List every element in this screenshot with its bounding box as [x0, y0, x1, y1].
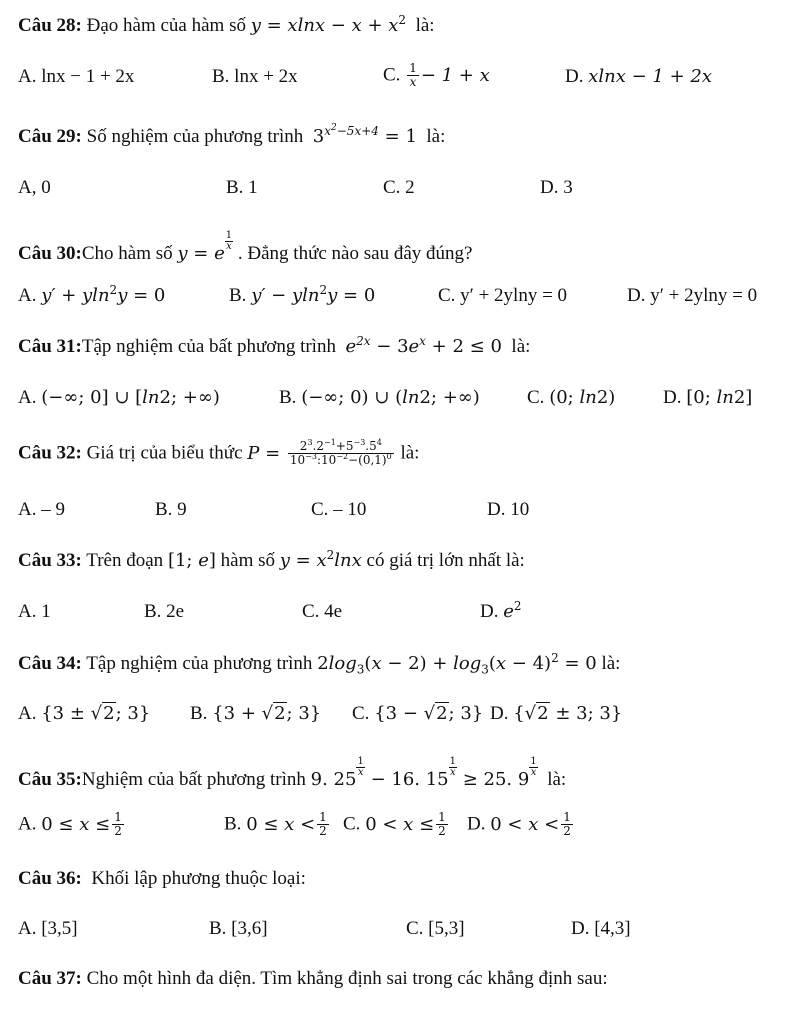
question-text: Giá trị của biểu thức — [86, 442, 243, 464]
question-label: Câu 28: — [18, 15, 82, 36]
question-text: Nghiệm của bất phương trình — [81, 769, 306, 790]
question-text: Khối lập phương thuộc loại: — [91, 868, 306, 889]
option-c: C. – 10 — [311, 499, 367, 520]
question-34 — [18, 653, 620, 675]
question-tail: là: — [601, 653, 621, 674]
option-d: D. [0; ln2] — [663, 387, 753, 408]
question-label: Câu 32: — [18, 442, 82, 464]
math-expression: $e^{2x} - 3e^x + 2 \le 0$ — [345, 334, 502, 357]
question-text: Trên đoạn — [86, 550, 164, 571]
math-expression: $y = xlnx - x + x^2$ — [250, 13, 407, 36]
option-a: A, 0 — [18, 177, 51, 198]
option-b: B. 0 ≤ x < $\frac{1}{2}$ — [224, 810, 327, 839]
question-tail: là: — [415, 15, 435, 36]
option-a: A. y′ + yln$^2$y = 0 — [18, 283, 166, 306]
option-c: C. (0; ln2) — [527, 387, 616, 408]
option-b: B. [3,6] — [209, 918, 268, 939]
option-d: D. 3 — [540, 177, 573, 198]
option-a: A. [3,5] — [18, 918, 78, 939]
question-mid: hàm số — [220, 550, 275, 571]
math-expression: 9. 25 $\frac{1}{x}$ − 16. 15 $\frac{1}{x}$ ≥ 25. 9 $\frac{1}{x}$ — [310, 756, 537, 790]
option-c: C. 4e — [302, 601, 343, 622]
question-tail: là: — [400, 442, 420, 464]
option-c: C. [5,3] — [406, 918, 465, 939]
question-text: Cho một hình đa diện. Tìm khẳng định sai trong các khẳng định sau: — [86, 968, 608, 989]
option-c: C. 2 — [383, 177, 415, 198]
option-a: A. lnx − 1 + 2x — [18, 66, 135, 87]
option-b: B. 9 — [155, 499, 187, 520]
option-b: B. (−∞; 0) ∪ (ln2; +∞) — [279, 387, 480, 408]
question-label: Câu 29: — [18, 126, 82, 147]
question-tail: là: — [547, 769, 567, 790]
question-28 — [18, 15, 435, 37]
question-text: Tập nghiệm của bất phương trình — [81, 336, 336, 357]
option-b: B. 1 — [226, 177, 258, 198]
math-expression: P = $\frac{2^3.2^{-1}+5^{-3}.5^4}{10^{-3}:10^{-2}-(0,1)^0}$ — [247, 438, 392, 468]
option-a: A. 1 — [18, 601, 51, 622]
question-29 — [18, 123, 446, 148]
question-31 — [18, 336, 530, 358]
question-32 — [18, 440, 419, 467]
math-expression: $3^{x^2-5x+4} = 1$ — [312, 123, 417, 147]
option-c: C. $\frac{1}{x}$ − 1 + x — [383, 61, 490, 90]
option-d: D. {√2 ± 3; 3} — [490, 703, 623, 724]
question-35 — [18, 756, 567, 791]
question-36 — [18, 868, 306, 890]
option-c: C. {3 − √2; 3} — [352, 703, 484, 724]
option-d: D. y′ + 2ylny = 0 — [627, 285, 758, 306]
question-30 — [18, 230, 473, 265]
option-d: D. 0 < x < $\frac{1}{2}$ — [467, 810, 571, 839]
question-label: Câu 30: — [18, 243, 82, 264]
question-label: Câu 33: — [18, 550, 82, 571]
option-d: D. xlnx − 1 + 2x — [565, 66, 712, 87]
math-expression: y = e $\frac{1}{x}$ — [177, 230, 233, 264]
question-label: Câu 36: — [18, 868, 82, 889]
question-label: Câu 34: — [18, 653, 82, 674]
option-b: B. y′ − yln$^2$y = 0 — [229, 283, 376, 306]
option-d: D. 10 — [487, 499, 530, 520]
question-tail: là: — [426, 126, 446, 147]
option-d: D. $e^2$ — [480, 599, 522, 622]
question-label: Câu 31: — [18, 336, 82, 357]
question-text: Số nghiệm của phương trình — [86, 126, 304, 147]
option-a: A. – 9 — [18, 499, 65, 520]
math-expression: $y = x^2\ln x$ — [279, 548, 362, 571]
math-expression: $2\log_3(x - 2) + \log_3(x - 4)^2 = 0$ — [317, 651, 597, 677]
question-tail: có giá trị lớn nhất là: — [366, 550, 525, 571]
option-a: A. {3 ± √2; 3} — [18, 703, 151, 724]
option-c: C. 0 < x ≤ $\frac{1}{2}$ — [343, 810, 446, 839]
interval-expression: [1; e] — [167, 550, 216, 571]
question-tail: là: — [511, 336, 531, 357]
question-text: Cho hàm số — [81, 243, 173, 264]
option-b: B. lnx + 2x — [212, 66, 298, 87]
question-text: Đạo hàm của hàm số — [86, 15, 246, 36]
question-33 — [18, 550, 525, 572]
question-tail: . Đẳng thức nào sau đây đúng? — [237, 243, 473, 264]
question-37 — [18, 968, 608, 990]
option-d: D. [4,3] — [571, 918, 631, 939]
option-c: C. y′ + 2ylny = 0 — [438, 285, 568, 306]
question-text: Tập nghiệm của phương trình — [86, 653, 313, 674]
option-a: A. 0 ≤ x ≤ $\frac{1}{2}$ — [18, 810, 122, 839]
question-label: Câu 35: — [18, 769, 82, 790]
option-a: A. (−∞; 0] ∪ [ln2; +∞) — [18, 387, 220, 408]
option-b: B. 2e — [144, 601, 185, 622]
question-label: Câu 37: — [18, 968, 82, 989]
option-b: B. {3 + √2; 3} — [190, 703, 322, 724]
